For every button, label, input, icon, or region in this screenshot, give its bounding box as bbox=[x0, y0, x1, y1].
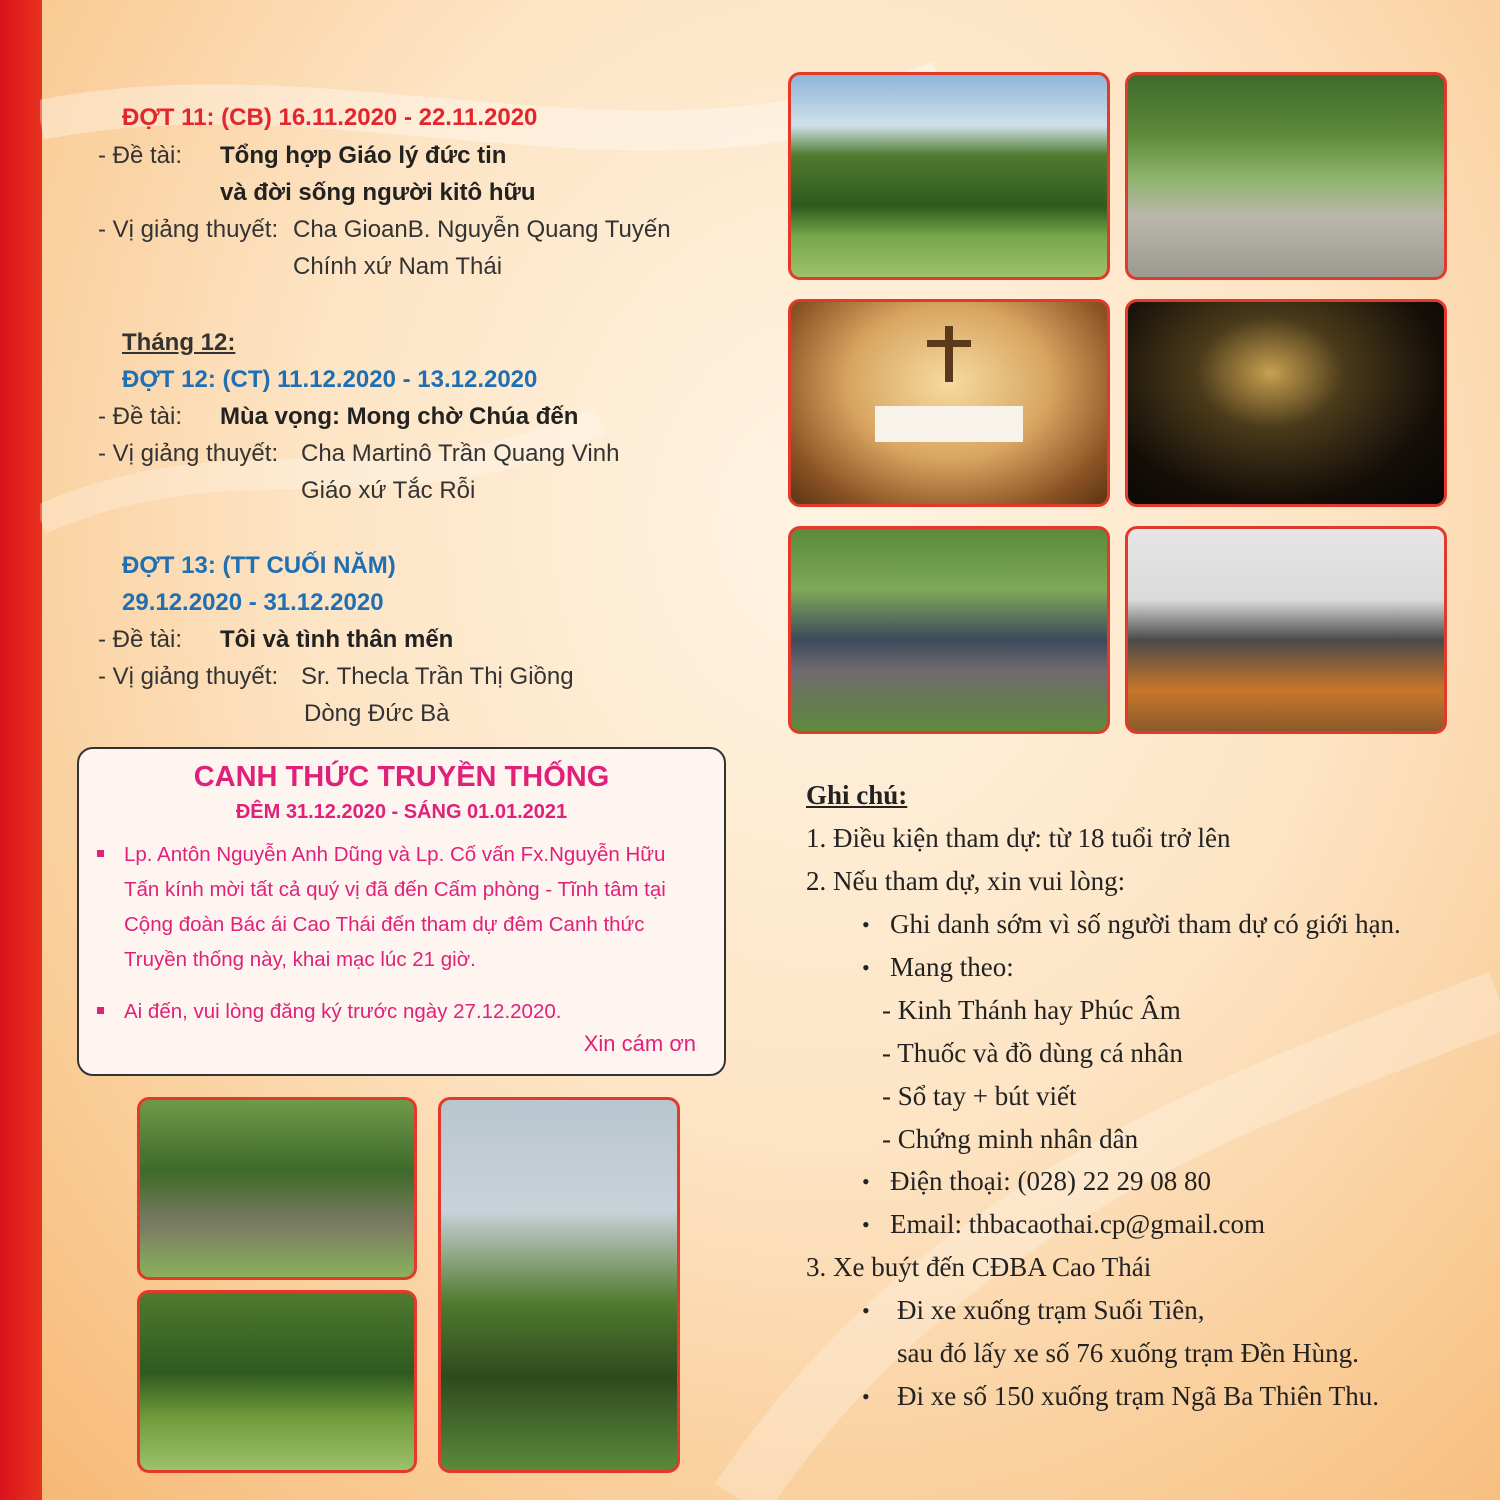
notes-bus-1a: Đi xe xuống trạm Suối Tiên, bbox=[897, 1295, 1205, 1325]
notes-bring: Mang theo: bbox=[890, 952, 1014, 982]
notes-bring-notebook: - Sổ tay + bút viết bbox=[882, 1081, 1077, 1111]
notes-bring-id: - Chứng minh nhân dân bbox=[882, 1124, 1139, 1154]
photo-outdoor-prayer bbox=[1125, 72, 1447, 280]
session-13-topic: Tôi và tình thân mến bbox=[220, 626, 454, 653]
month-heading: Tháng 12: bbox=[122, 329, 236, 356]
session-13-dates: 29.12.2020 - 31.12.2020 bbox=[122, 589, 384, 616]
topic-label: - Đề tài: bbox=[98, 626, 183, 653]
session-11-topic-line2: và đời sống người kitô hữu bbox=[220, 179, 536, 206]
session-11-speaker: Cha GioanB. Nguyễn Quang Tuyến bbox=[293, 216, 671, 243]
topic-label: - Đề tài: bbox=[98, 142, 183, 169]
photo-hall-lecture bbox=[1125, 526, 1447, 734]
notes-bus-1b: sau đó lấy xe số 76 xuống trạm Đền Hùng. bbox=[897, 1338, 1359, 1368]
photo-garden-trees bbox=[788, 72, 1110, 280]
session-11-topic-line1: Tổng hợp Giáo lý đức tin bbox=[220, 142, 507, 169]
notes-item-2: 2. Nếu tham dự, xin vui lòng: bbox=[806, 866, 1126, 896]
speaker-label: - Vị giảng thuyết: bbox=[98, 440, 279, 467]
speaker-label: - Vị giảng thuyết: bbox=[98, 663, 279, 690]
bullet-dot-icon: • bbox=[862, 1169, 870, 1194]
notes-register-early: Ghi danh sớm vì số người tham dự có giới hạn. bbox=[890, 909, 1401, 939]
notes-bring-medicine: - Thuốc và đồ dùng cá nhân bbox=[882, 1038, 1183, 1068]
vigil-title: CANH THỨC TRUYỀN THỐNG bbox=[193, 761, 610, 793]
speaker-label: - Vị giảng thuyết: bbox=[98, 216, 279, 243]
session-13-speaker: Sr. Thecla Trần Thị Giồng bbox=[301, 663, 574, 690]
session-12-speaker: Cha Martinô Trần Quang Vinh bbox=[301, 440, 620, 467]
notes-bring-bible: - Kinh Thánh hay Phúc Âm bbox=[882, 995, 1181, 1025]
photo-chapel-altar bbox=[788, 299, 1110, 507]
bullet-dot-icon: • bbox=[862, 1212, 870, 1237]
vigil-box bbox=[77, 747, 726, 1076]
notes-item-1: 1. Điều kiện tham dự: từ 18 tuổi trở lên bbox=[806, 823, 1231, 853]
notes-title: Ghi chú: bbox=[806, 780, 908, 810]
photo-garden-path bbox=[137, 1097, 417, 1280]
photo-outdoor-mass bbox=[788, 526, 1110, 734]
session-12-topic: Mùa vọng: Mong chờ Chúa đến bbox=[220, 403, 579, 430]
notes-bus-2: Đi xe số 150 xuống trạm Ngã Ba Thiên Thu. bbox=[897, 1381, 1379, 1411]
vigil-thanks: Xin cám ơn bbox=[583, 1031, 696, 1056]
left-red-band bbox=[0, 0, 42, 1500]
vigil-bullet-1: Lp. Antôn Nguyễn Anh Dũng và Lp. Cố vấn Fx.Nguyễn Hữu Tấn kính mời tất cả quý vị đã đến Cấm phòng - Tĩnh tâm tại Cộng đoàn Bác ái Cao Thái đến tham dự đêm Canh thức Truyền thống này, khai mạc lúc 21 giờ. bbox=[124, 837, 694, 977]
bullet-dot-icon: • bbox=[862, 1298, 870, 1323]
notes-item-3: 3. Xe buýt đến CĐBA Cao Thái bbox=[806, 1252, 1152, 1282]
notes-phone: Điện thoại: (028) 22 29 08 80 bbox=[890, 1166, 1211, 1196]
bullet-dot-icon: • bbox=[862, 955, 870, 980]
topic-label: - Đề tài: bbox=[98, 403, 183, 430]
photo-stone-walkway bbox=[137, 1290, 417, 1473]
bullet-dot-icon: • bbox=[862, 912, 870, 937]
vigil-bullet-2: Ai đến, vui lòng đăng ký trước ngày 27.12.2020. bbox=[124, 994, 694, 1029]
session-12-heading: ĐỢT 12: (CT) 11.12.2020 - 13.12.2020 bbox=[122, 366, 538, 393]
photo-candle-vigil bbox=[1125, 299, 1447, 507]
crucifix-icon bbox=[791, 302, 1107, 504]
session-11-heading: ĐỢT 11: (CB) 16.11.2020 - 22.11.2020 bbox=[122, 104, 538, 131]
photo-tall-tree-house bbox=[438, 1097, 680, 1473]
square-bullet-icon bbox=[97, 850, 104, 857]
square-bullet-icon bbox=[97, 1007, 104, 1014]
session-13-speaker-place: Dòng Đức Bà bbox=[304, 700, 450, 727]
session-13-heading: ĐỢT 13: (TT CUỐI NĂM) bbox=[122, 552, 396, 579]
session-12-speaker-place: Giáo xứ Tắc Rỗi bbox=[301, 477, 476, 504]
bullet-dot-icon: • bbox=[862, 1384, 870, 1409]
vigil-subtitle: ĐÊM 31.12.2020 - SÁNG 01.01.2021 bbox=[235, 801, 568, 823]
session-11-speaker-place: Chính xứ Nam Thái bbox=[293, 253, 503, 280]
notes-email: Email: thbacaothai.cp@gmail.com bbox=[890, 1209, 1265, 1239]
